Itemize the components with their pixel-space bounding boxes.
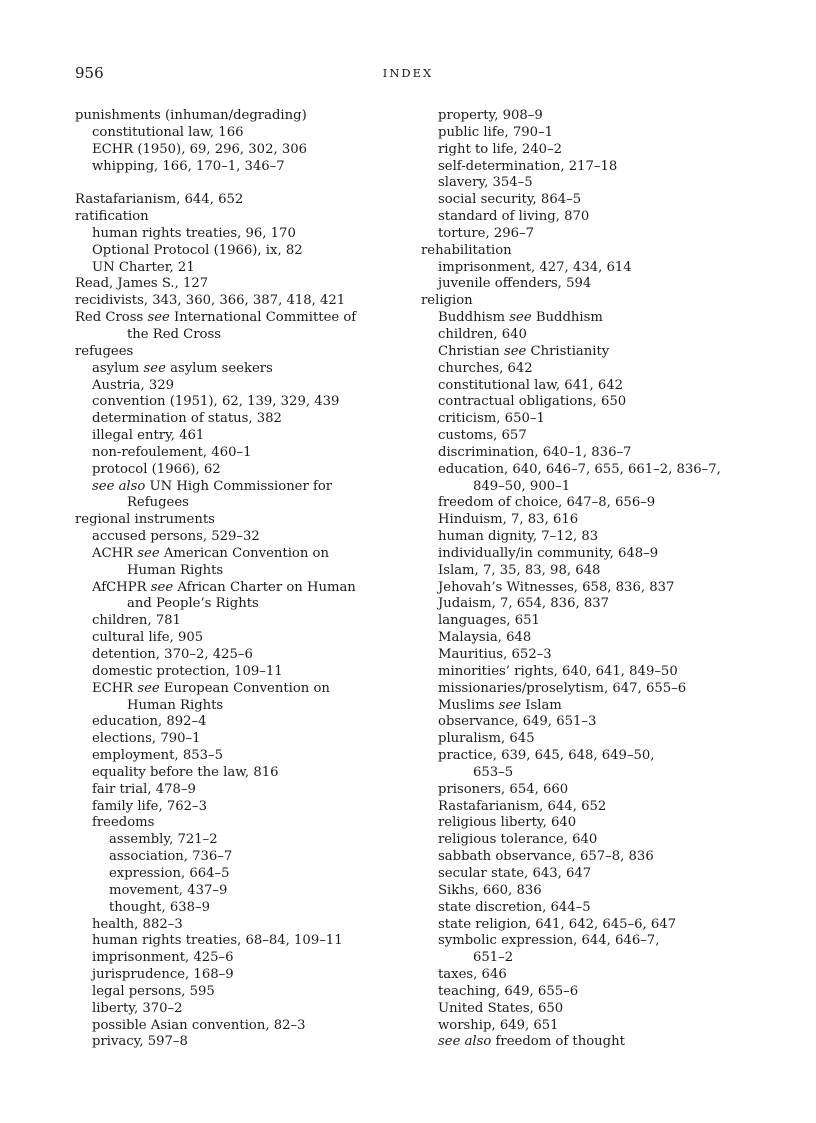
see-reference: see also: [92, 478, 146, 494]
index-entry-continuation: 651–2: [473, 950, 514, 966]
index-entry-level-1: self-determination, 217–18: [438, 158, 618, 174]
index-entry-level-1: privacy, 597–8: [92, 1034, 188, 1050]
index-entry-level-1: Rastafarianism, 644, 652: [438, 798, 607, 814]
index-entry-level-1: [75, 681, 395, 698]
index-entry-level-1: prisoners, 654, 660: [438, 781, 569, 797]
index-entry-level-1: practice, 639, 645, 648, 649–50,: [438, 748, 655, 764]
index-entry-level-1: constitutional law, 641, 642: [438, 377, 624, 393]
index-entry-continuation: Human Rights: [127, 562, 224, 578]
index-column-right: [421, 108, 761, 1051]
see-reference: see: [503, 343, 527, 359]
index-entry-level-1: legal persons, 595: [92, 983, 215, 999]
index-entry-level-1: state religion, 641, 642, 645–6, 647: [438, 916, 677, 932]
index-entry-level-2: movement, 437–9: [109, 882, 228, 898]
index-entry-level-1: fair trial, 478–9: [92, 781, 196, 797]
index-entry-level-1: contractual obligations, 650: [438, 394, 627, 410]
index-entry-level-1: churches, 642: [438, 360, 533, 376]
entry-text: Muslims: [438, 697, 499, 713]
index-entry-level-1: Islam, 7, 35, 83, 98, 648: [438, 562, 601, 578]
index-entry-level-1: Sikhs, 660, 836: [438, 882, 542, 898]
running-head: INDEX: [382, 66, 434, 80]
entry-text: Buddhism: [531, 310, 603, 326]
index-entry-level-1: human rights treaties, 68–84, 109–11: [92, 933, 343, 949]
see-reference: see: [143, 360, 166, 376]
see-reference: see: [137, 545, 160, 561]
index-entry-continuation: and People’s Rights: [127, 596, 259, 612]
index-entry-level-1: Judaism, 7, 654, 836, 837: [438, 596, 610, 612]
entry-text: asylum seekers: [165, 360, 273, 376]
index-entry-level-0: rehabilitation: [421, 242, 512, 258]
page-number: 956: [75, 64, 104, 82]
index-entry-level-1: Jehovah’s Witnesses, 658, 836, 837: [438, 579, 675, 595]
index-entry-level-1: employment, 853–5: [92, 748, 223, 764]
index-entry-level-1: imprisonment, 427, 434, 614: [438, 259, 632, 275]
index-entry-level-1: social security, 864–5: [438, 192, 582, 208]
index-entry-level-1: Malaysia, 648: [438, 630, 532, 646]
index-entry-level-1: missionaries/proselytism, 647, 655–6: [438, 680, 687, 696]
index-entry-level-0: recidivists, 343, 360, 366, 387, 418, 421: [75, 293, 346, 309]
index-entry-level-1: jurisprudence, 168–9: [92, 967, 234, 983]
index-entry-level-1: Hinduism, 7, 83, 616: [438, 512, 579, 528]
index-entry-level-1: [75, 479, 395, 496]
index-entry-level-1: individually/in community, 648–9: [438, 545, 659, 561]
index-entry-level-1: [75, 546, 395, 563]
index-entry-level-1: [75, 361, 395, 378]
index-entry-level-0: ratification: [75, 209, 149, 225]
index-entry-continuation: 653–5: [473, 764, 514, 780]
entry-text: ACHR: [92, 545, 138, 561]
see-reference: see: [147, 310, 170, 326]
index-entry-level-1: domestic protection, 109–11: [92, 663, 283, 679]
entry-text: European Convention on: [159, 680, 330, 696]
index-entry-level-1: [421, 310, 761, 327]
index-entry-level-2: association, 736–7: [109, 849, 233, 865]
entry-text: ECHR: [92, 680, 138, 696]
index-entry-level-1: protocol (1966), 62: [92, 461, 221, 477]
index-entry-continuation: Refugees: [127, 495, 189, 511]
index-entry-level-1: constitutional law, 166: [92, 124, 244, 140]
index-entry-level-1: ECHR (1950), 69, 296, 302, 306: [92, 141, 308, 157]
index-entry-level-1: discrimination, 640–1, 836–7: [438, 444, 632, 460]
index-entry-level-1: standard of living, 870: [438, 209, 590, 225]
index-entry-level-1: children, 781: [92, 613, 181, 629]
index-entry-level-1: freedoms: [92, 815, 155, 831]
index-entry-level-2: expression, 664–5: [109, 865, 230, 881]
index-entry-level-2: assembly, 721–2: [109, 832, 218, 848]
index-entry-level-1: [421, 344, 761, 361]
index-entry-level-1: languages, 651: [438, 613, 540, 629]
entry-text: Islam: [521, 697, 562, 713]
index-entry-level-1: teaching, 649, 655–6: [438, 983, 579, 999]
index-entry-level-1: detention, 370–2, 425–6: [92, 647, 253, 662]
index-entry-level-1: property, 908–9: [438, 108, 543, 123]
index-entry-level-0: refugees: [75, 343, 134, 359]
entry-text: Buddhism: [438, 310, 510, 326]
index-entry-level-0: [75, 310, 395, 327]
entry-text: AfCHPR: [92, 579, 151, 595]
index-entry-level-1: elections, 790–1: [92, 731, 201, 747]
index-entry-level-1: public life, 790–1: [438, 124, 554, 140]
index-entry-continuation: 849–50, 900–1: [473, 478, 571, 494]
index-entry-level-1: Optional Protocol (1966), ix, 82: [92, 242, 303, 258]
index-entry-level-2: thought, 638–9: [109, 899, 210, 915]
see-reference: see also: [438, 1034, 492, 1050]
index-entry-level-1: [75, 580, 395, 597]
index-entry-level-1: human rights treaties, 96, 170: [92, 225, 296, 241]
entry-gap: [75, 175, 395, 192]
entry-text: asylum: [92, 360, 144, 376]
index-entry-level-1: juvenile offenders, 594: [438, 276, 592, 292]
index-entry-level-1: [421, 1034, 761, 1051]
index-entry-level-1: human dignity, 7–12, 83: [438, 529, 599, 545]
index-entry-level-1: torture, 296–7: [438, 225, 534, 241]
index-entry-continuation: Human Rights: [127, 697, 224, 713]
see-reference: see: [498, 697, 522, 713]
see-reference: see: [137, 680, 160, 696]
index-entry-level-1: sabbath observance, 657–8, 836: [438, 849, 654, 865]
index-entry-level-1: state discretion, 644–5: [438, 899, 591, 915]
index-entry-level-1: United States, 650: [438, 1000, 564, 1016]
entry-text: American Convention on: [159, 545, 329, 561]
index-entry-level-1: whipping, 166, 170–1, 346–7: [92, 158, 285, 174]
index-entry-level-1: Austria, 329: [92, 377, 175, 393]
index-entry-level-0: Rastafarianism, 644, 652: [75, 192, 244, 208]
index-entry-level-1: pluralism, 645: [438, 731, 535, 747]
index-entry-level-1: accused persons, 529–32: [92, 529, 260, 545]
index-entry-level-1: family life, 762–3: [92, 798, 207, 814]
index-entry-level-1: criticism, 650–1: [438, 411, 545, 427]
index-entry-level-0: religion: [421, 293, 473, 309]
entry-text: freedom of thought: [491, 1034, 625, 1050]
index-entry-level-1: Mauritius, 652–3: [438, 647, 552, 662]
index-entry-level-1: freedom of choice, 647–8, 656–9: [438, 495, 656, 511]
index-entry-level-1: health, 882–3: [92, 916, 183, 932]
index-entry-level-1: minorities’ rights, 640, 641, 849–50: [438, 663, 678, 679]
entry-text: UN High Commissioner for: [145, 478, 333, 494]
entry-text: International Committee of: [169, 310, 357, 326]
index-entry-level-1: religious liberty, 640: [438, 815, 577, 831]
index-entry-level-1: observance, 649, 651–3: [438, 714, 597, 730]
index-entry-level-1: customs, 657: [438, 428, 527, 444]
index-entry-level-1: education, 892–4: [92, 714, 207, 730]
index-entry-level-0: punishments (inhuman/degrading): [75, 108, 307, 123]
index-entry-level-1: taxes, 646: [438, 967, 507, 983]
index-entry-level-1: [421, 698, 761, 715]
entry-text: African Charter on Human: [173, 579, 356, 595]
index-entry-level-1: symbolic expression, 644, 646–7,: [438, 933, 660, 949]
see-reference: see: [509, 310, 532, 326]
index-entry-level-1: imprisonment, 425–6: [92, 950, 234, 966]
index-entry-continuation: the Red Cross: [127, 326, 222, 342]
entry-text: Christian: [438, 343, 504, 359]
index-entry-level-1: right to life, 240–2: [438, 141, 563, 157]
index-entry-level-1: convention (1951), 62, 139, 329, 439: [92, 394, 340, 410]
index-column-left: [75, 108, 395, 1051]
index-entry-level-1: slavery, 354–5: [438, 175, 533, 191]
index-entry-level-1: education, 640, 646–7, 655, 661–2, 836–7,: [438, 461, 721, 477]
index-entry-level-1: cultural life, 905: [92, 630, 204, 646]
index-entry-level-1: equality before the law, 816: [92, 764, 279, 780]
index-entry-level-1: worship, 649, 651: [438, 1017, 559, 1033]
index-entry-level-1: illegal entry, 461: [92, 428, 205, 444]
index-entry-level-1: UN Charter, 21: [92, 259, 195, 275]
index-entry-level-1: non-refoulement, 460–1: [92, 444, 252, 460]
index-entry-level-0: Read, James S., 127: [75, 276, 209, 292]
see-reference: see: [150, 579, 174, 595]
index-entry-level-0: regional instruments: [75, 512, 215, 528]
index-entry-level-1: possible Asian convention, 82–3: [92, 1017, 306, 1033]
index-entry-level-1: liberty, 370–2: [92, 1000, 183, 1016]
index-entry-level-1: children, 640: [438, 326, 527, 342]
index-entry-level-1: secular state, 643, 647: [438, 865, 592, 881]
index-entry-level-1: religious tolerance, 640: [438, 832, 598, 848]
entry-text: Red Cross: [75, 310, 148, 326]
index-entry-level-1: determination of status, 382: [92, 411, 282, 427]
entry-text: Christianity: [526, 343, 610, 359]
